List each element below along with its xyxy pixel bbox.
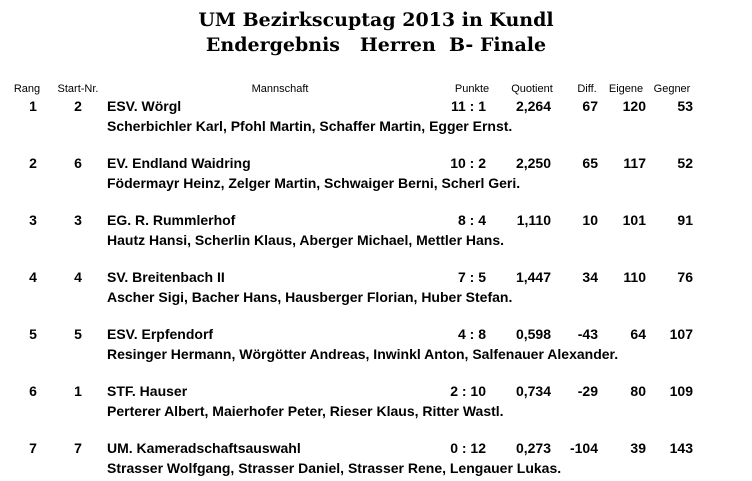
start-nr-cell: 2 [74, 98, 82, 114]
team-name: UM. Kameradschaftsauswahl [107, 440, 301, 456]
team-players: Ascher Sigi, Bacher Hans, Hausberger Florian, Huber Stefan. [107, 289, 513, 305]
quotient-cell: 1,110 [516, 212, 551, 228]
points-cell: 2 : 10 [450, 383, 486, 399]
quotient-cell: 0,598 [515, 326, 551, 342]
header-gegner: Gegner [653, 83, 691, 95]
start-nr-cell: 6 [74, 155, 82, 171]
rank-cell: 5 [29, 326, 37, 342]
team-name: SV. Breitenbach II [107, 269, 225, 285]
quotient-cell: 2,250 [515, 155, 551, 171]
start-nr-cell: 4 [74, 269, 82, 285]
own-score-cell: 110 [623, 269, 646, 285]
start-nr-cell: 7 [74, 440, 82, 456]
diff-cell: -29 [577, 383, 598, 399]
team-name: EV. Endland Waidring [107, 155, 251, 171]
diff-cell: 10 [582, 212, 598, 228]
quotient-cell: 0,273 [515, 440, 551, 456]
diff-cell: 34 [582, 269, 598, 285]
opponent-score-cell: 52 [677, 155, 693, 171]
diff-cell: 67 [582, 98, 598, 114]
points-cell: 10 : 2 [450, 155, 486, 171]
points-cell: 11 : 1 [450, 98, 486, 114]
header-team: Mannschaft [251, 83, 309, 95]
diff-cell: -43 [577, 326, 598, 342]
own-score-cell: 64 [630, 326, 646, 342]
start-nr-cell: 5 [74, 326, 82, 342]
own-score-cell: 101 [622, 212, 646, 228]
header-rang: Rang [13, 83, 41, 95]
header-eigene: Eigene [608, 83, 644, 95]
start-nr-cell: 3 [74, 212, 82, 228]
team-players: Födermayr Heinz, Zelger Martin, Schwaiger Berni, Scherl Geri. [107, 175, 521, 191]
opponent-score-cell: 107 [669, 326, 693, 342]
rank-cell: 6 [29, 383, 37, 399]
points-cell: 7 : 5 [457, 269, 486, 285]
points-cell: 8 : 4 [457, 212, 486, 228]
header-quotient: Quotient [511, 83, 553, 95]
rank-cell: 7 [29, 440, 37, 456]
opponent-score-cell: 76 [677, 269, 693, 285]
team-players: Perterer Albert, Maierhofer Peter, Rieser Klaus, Ritter Wastl. [107, 403, 504, 419]
quotient-cell: 1,447 [515, 269, 551, 285]
start-nr-cell: 1 [74, 383, 82, 399]
document-subtitle: Endergebnis Herren B- Finale [205, 34, 547, 56]
header-diff: Diff. [577, 83, 597, 95]
team-players: Hautz Hansi, Scherlin Klaus, Aberger Michael, Mettler Hans. [107, 232, 505, 248]
own-score-cell: 80 [630, 383, 646, 399]
team-players: Scherbichler Karl, Pfohl Martin, Schaffer Martin, Egger Ernst. [107, 118, 513, 134]
opponent-score-cell: 143 [669, 440, 693, 456]
team-name: STF. Hauser [107, 383, 188, 399]
opponent-score-cell: 91 [677, 212, 693, 228]
own-score-cell: 117 [623, 155, 646, 171]
diff-cell: 65 [582, 155, 598, 171]
team-name: ESV. Erpfendorf [107, 326, 214, 342]
rank-cell: 3 [29, 212, 37, 228]
team-players: Resinger Hermann, Wörgötter Andreas, Inwinkl Anton, Salfenauer Alexander. [107, 346, 619, 362]
points-cell: 4 : 8 [457, 326, 486, 342]
rank-cell: 2 [29, 155, 37, 171]
team-name: ESV. Wörgl [107, 98, 182, 114]
rank-cell: 4 [29, 269, 37, 285]
header-start-nr: Start-Nr. [57, 83, 99, 95]
team-name: EG. R. Rummlerhof [107, 212, 236, 228]
quotient-cell: 0,734 [515, 383, 551, 399]
diff-cell: -104 [569, 440, 598, 456]
opponent-score-cell: 53 [677, 98, 693, 114]
own-score-cell: 120 [622, 98, 646, 114]
header-punkte: Punkte [454, 83, 490, 95]
rank-cell: 1 [29, 98, 37, 114]
document-title: UM Bezirkscuptag 2013 in Kundl [198, 9, 554, 31]
team-players: Strasser Wolfgang, Strasser Daniel, Strasser Rene, Lengauer Lukas. [107, 460, 562, 476]
opponent-score-cell: 109 [669, 383, 693, 399]
own-score-cell: 39 [630, 440, 646, 456]
quotient-cell: 2,264 [515, 98, 551, 114]
points-cell: 0 : 12 [450, 440, 486, 456]
